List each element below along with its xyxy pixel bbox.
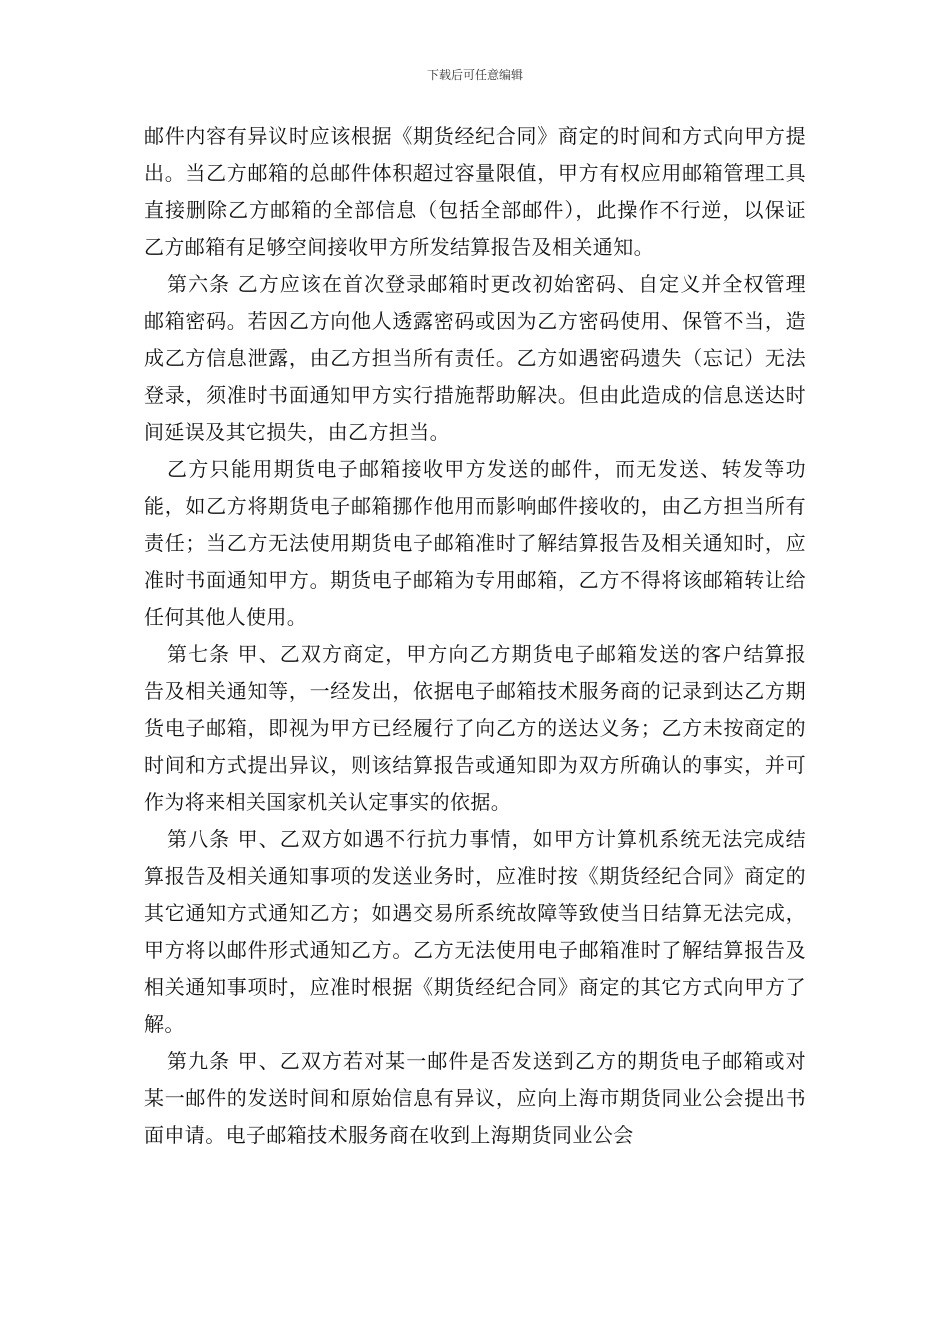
paragraph-article-8: 第八条 甲、乙双方如遇不行抗力事情，如甲方计算机系统无法完成结算报告及相关通知事项的发送业务时，应准时按《期货经纪合同》商定的其它通知方式通知乙方；如遇交易所系统故障等致使当日结算无法完成，甲方将以邮件形式通知乙方。乙方无法使用电子邮箱准时了解结算报告及相关通知事项时，应准时根据《期货经纪合同》商定的其它方式向甲方了解。 bbox=[144, 827, 806, 1036]
paragraph-email-usage: 乙方只能用期货电子邮箱接收甲方发送的邮件，而无发送、转发等功能，如乙方将期货电子邮箱挪作他用而影响邮件接收的，由乙方担当所有责任；当乙方无法使用期货电子邮箱准时了解结算报告及相关通知时，应准时书面通知甲方。期货电子邮箱为专用邮箱，乙方不得将该邮箱转让给任何其他人使用。 bbox=[144, 457, 806, 629]
paragraph-article-9: 第九条 甲、乙双方若对某一邮件是否发送到乙方的期货电子邮箱或对某一邮件的发送时间和原始信息有异议，应向上海市期货同业公会提出书面申请。电子邮箱技术服务商在收到上海期货同业公会 bbox=[144, 1049, 806, 1147]
paragraph-article-7: 第七条 甲、乙双方商定，甲方向乙方期货电子邮箱发送的客户结算报告及相关通知等，一经发出，依据电子邮箱技术服务商的记录到达乙方期货电子邮箱，即视为甲方已经履行了向乙方的送达义务；乙方未按商定的时间和方式提出异议，则该结算报告或通知即为双方所确认的事实，并可作为将来相关国家机关认定事实的依据。 bbox=[144, 642, 806, 814]
paragraph-article-6: 第六条 乙方应该在首次登录邮箱时更改初始密码、自定义并全权管理邮箱密码。若因乙方向他人透露密码或因为乙方密码使用、保管不当，造成乙方信息泄露，由乙方担当所有责任。乙方如遇密码遗失（忘记）无法登录，须准时书面通知甲方实行措施帮助解决。但由此造成的信息送达时间延误及其它损失，由乙方担当。 bbox=[144, 272, 806, 444]
document-body bbox=[144, 118, 806, 1154]
page-header: 下载后可任意编辑 bbox=[426, 68, 523, 82]
paragraph-continuation: 邮件内容有异议时应该根据《期货经纪合同》商定的时间和方式向甲方提出。当乙方邮箱的总邮件体积超过容量限值，甲方有权应用邮箱管理工具直接删除乙方邮箱的全部信息（包括全部邮件），此操作不行逆，以保证乙方邮箱有足够空间接收甲方所发结算报告及相关通知。 bbox=[144, 124, 806, 259]
